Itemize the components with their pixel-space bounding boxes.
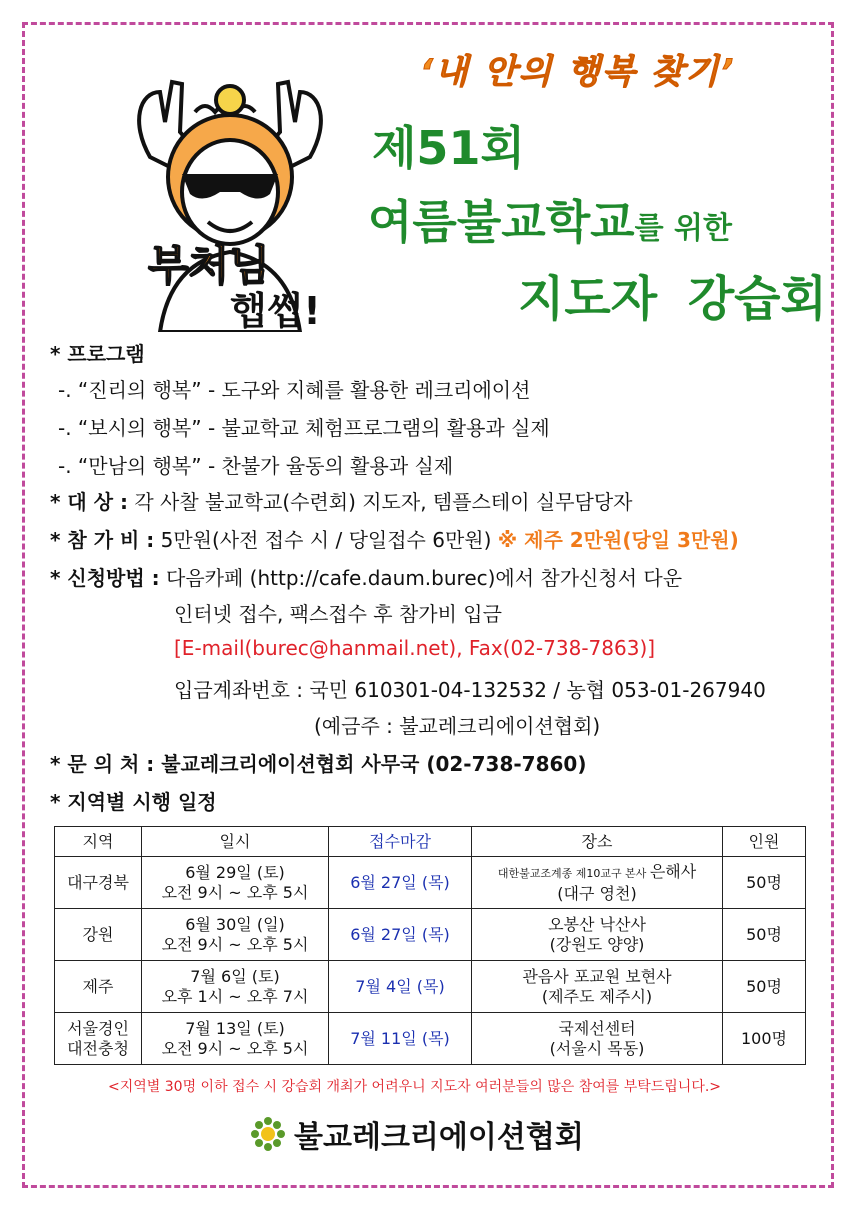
target-label: * 대 상 : [50, 490, 128, 514]
program-item-2: -. “보시의 행복” - 불교학교 체험프로그램의 활용과 실제 [58, 416, 550, 440]
schedule-note: <지역별 30명 이하 접수 시 강습회 개최가 어려우니 지도자 여러분들의 많은 참여를 부탁드립니다.> [108, 1079, 722, 1095]
program-heading: * 프로그램 [50, 342, 145, 366]
title-school [368, 186, 732, 252]
apply-email-fax: [E-mail(burec@hanmail.net), Fax(02-738-7863)] [174, 636, 656, 660]
apply-label: * 신청방법 : [50, 566, 160, 590]
buddha-mascot-illustration [110, 62, 350, 332]
time-text: 오전 9시 ~ 오후 5시 [161, 1038, 309, 1058]
program-item-1: -. “진리의 행복” - 도구와 지혜를 활용한 레크리에이션 [58, 378, 531, 402]
target-row [50, 486, 632, 515]
time-text: 오후 1시 ~ 오후 7시 [161, 986, 309, 1006]
date-text: 6월 29일 (토) [185, 862, 285, 882]
region-cell: 제주 [55, 961, 142, 1013]
date-text: 7월 13일 (토) [185, 1018, 285, 1038]
deadline-cell: 7월 11일 (목) [329, 1013, 472, 1065]
datetime-cell [142, 1013, 329, 1065]
region-text-2: 대전충청 [67, 1038, 129, 1058]
table-header-row [55, 827, 806, 857]
title-edition: 제51회 [372, 121, 525, 175]
col-people: 인원 [723, 827, 806, 857]
people-cell: 50명 [723, 961, 806, 1013]
place-cell [472, 961, 723, 1013]
fee-row [50, 524, 739, 553]
col-region: 지역 [55, 827, 142, 857]
fee-label: * 참 가 비 : [50, 528, 155, 552]
place-location: (서울시 목동) [549, 1038, 645, 1058]
region-text: 서울경인 [67, 1018, 129, 1038]
table-row [55, 909, 806, 961]
mascot-text-buddha: 부처님 [148, 241, 270, 290]
place-location: (대구 영천) [557, 883, 637, 903]
footer-org-name: 불교레크리에이션협회 [294, 1120, 584, 1155]
contact-row [50, 748, 586, 777]
slogan: ‘내 안의 행복 찾기’ [420, 52, 736, 92]
apply-line-2: 인터넷 접수, 팩스접수 후 참가비 입금 [174, 602, 502, 626]
schedule-table [54, 826, 806, 1065]
apply-account-holder: (예금주 : 불교레크리에이션협회) [314, 714, 601, 738]
place-location: (강원도 양양) [549, 934, 645, 954]
place-cell [472, 909, 723, 961]
table-row [55, 961, 806, 1013]
deadline-cell: 6월 27일 (목) [329, 857, 472, 909]
table-row [55, 857, 806, 909]
deadline-cell: 6월 27일 (목) [329, 909, 472, 961]
program-item-3: -. “만남의 행복” - 찬불가 율동의 활용과 실제 [58, 454, 454, 478]
contact-value: 불교레크리에이션협회 사무국 (02-738-7860) [161, 752, 587, 776]
target-value: 각 사찰 불교학교(수련회) 지도자, 템플스테이 실무담당자 [134, 490, 633, 514]
fee-jeju-note: ※ 제주 2만원(당일 3만원) [497, 528, 739, 552]
table-row [55, 1013, 806, 1065]
lotus-flower-icon [250, 1116, 286, 1152]
title-school-suffix: 를 위한 [634, 211, 733, 246]
fee-value: 5만원(사전 접수 시 / 당일접수 6만원) [160, 528, 492, 552]
people-cell: 100명 [723, 1013, 806, 1065]
date-text: 7월 6일 (토) [190, 966, 280, 986]
mascot-text-happy: 햅썹! [230, 289, 321, 332]
col-deadline: 접수마감 [329, 827, 472, 857]
time-text: 오전 9시 ~ 오후 5시 [161, 934, 309, 954]
place-location: (제주도 제주시) [541, 986, 653, 1006]
schedule-heading: * 지역별 시행 일정 [50, 790, 217, 814]
place-order-text: 대한불교조계종 제10교구 본사 [497, 866, 650, 880]
region-cell: 대구경북 [55, 857, 142, 909]
region-cell: 강원 [55, 909, 142, 961]
apply-line-1: 다음카페 (http://cafe.daum.burec)에서 참가신청서 다운 [166, 566, 683, 590]
title-school-main: 여름불교학교 [368, 195, 635, 249]
col-place: 장소 [472, 827, 723, 857]
deadline-cell: 7월 4일 (목) [329, 961, 472, 1013]
people-cell: 50명 [723, 857, 806, 909]
contact-label: * 문 의 처 : [50, 752, 155, 776]
place-cell [472, 857, 723, 909]
date-text: 6월 30일 (일) [185, 914, 285, 934]
time-text: 오전 9시 ~ 오후 5시 [161, 882, 309, 902]
place-name: 오봉산 낙산사 [548, 914, 646, 934]
title-workshop: 지도자 강습회 [518, 271, 827, 327]
col-datetime: 일시 [142, 827, 329, 857]
datetime-cell [142, 857, 329, 909]
people-cell: 50명 [723, 909, 806, 961]
apply-row [50, 562, 682, 591]
place-name: 국제선센터 [558, 1018, 636, 1038]
footer-logo [250, 1112, 584, 1156]
place-cell [472, 1013, 723, 1065]
place-name: 관음사 포교원 보현사 [522, 966, 672, 986]
region-cell [55, 1013, 142, 1065]
datetime-cell [142, 909, 329, 961]
place-name: 은해사 [649, 861, 697, 881]
datetime-cell [142, 961, 329, 1013]
apply-bank-account: 입금계좌번호 : 국민 610301-04-132532 / 농협 053-01-267940 [174, 678, 766, 702]
